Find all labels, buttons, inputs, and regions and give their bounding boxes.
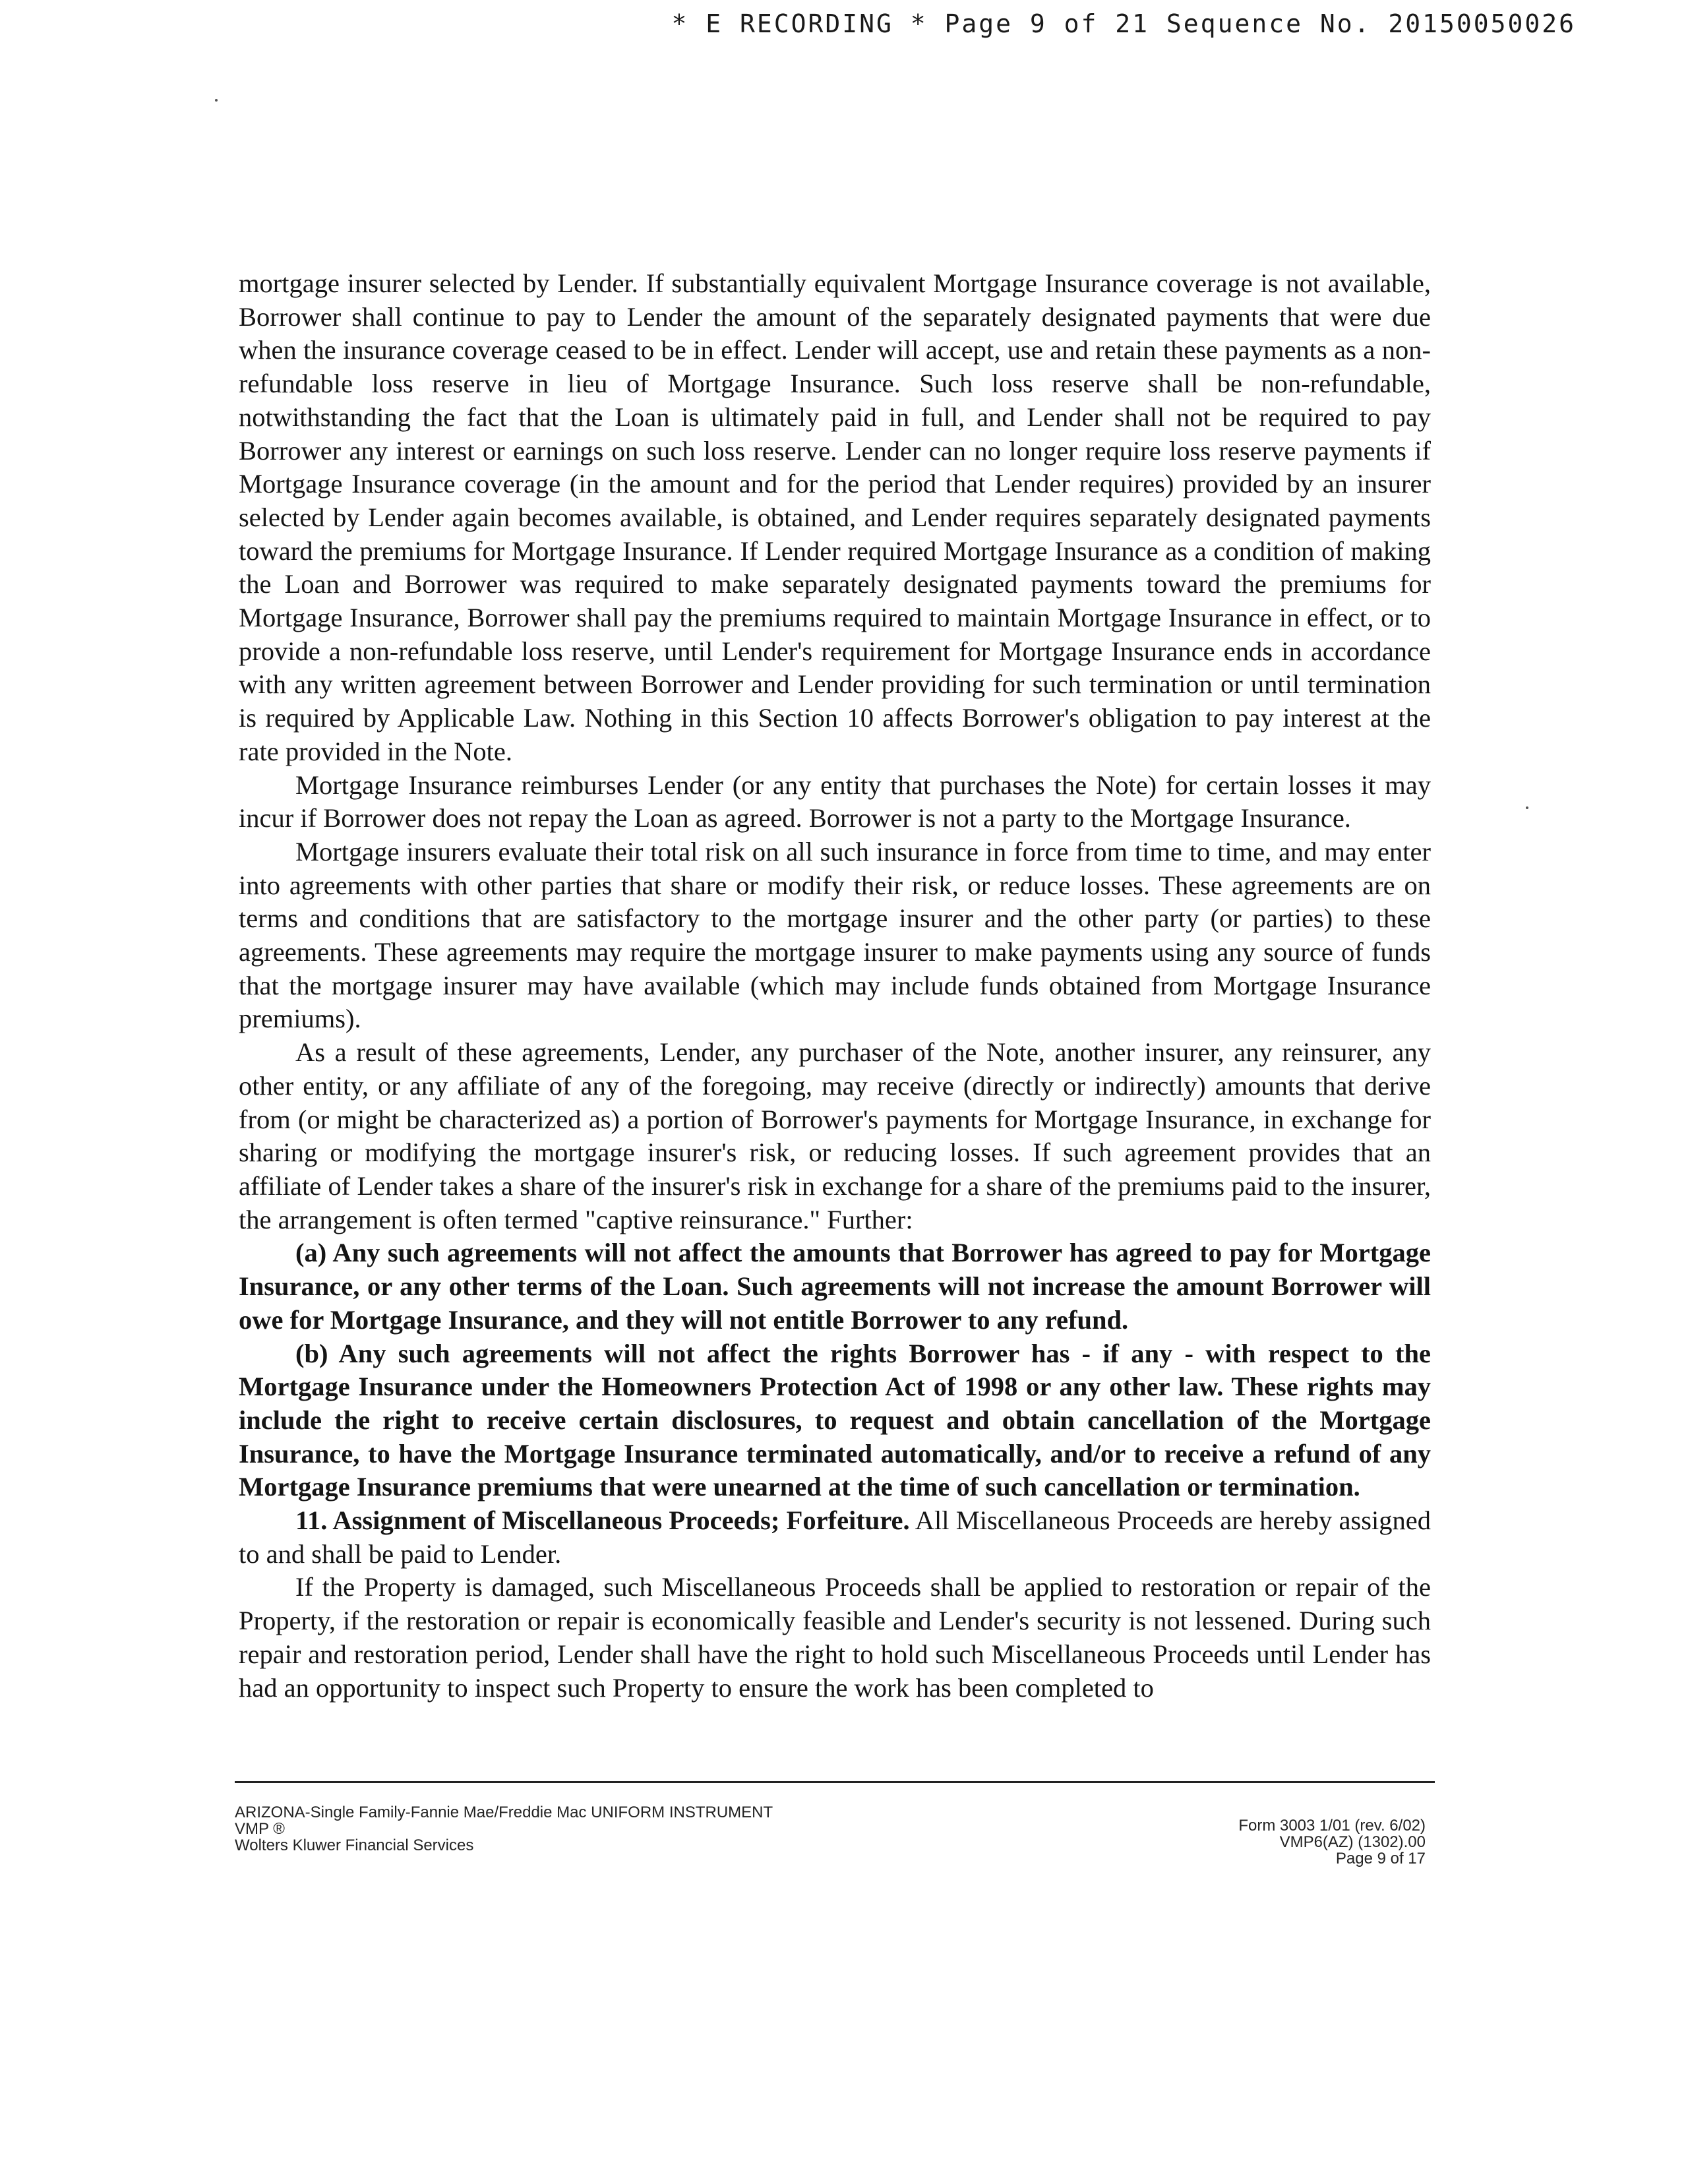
paragraph-property-damaged: If the Property is damaged, such Miscellaneous Proceeds shall be applied to restoration or repair of the Property, if the restoration or repair is economically feasible and Lender's security is not lessened. During such repair and restoration period, Lender shall have the right to hold such Miscellaneous Proceeds until Lender has had an opportunity to inspect such Property to ensure the work has been completed to — [239, 1572, 1431, 1703]
scan-speck — [1526, 806, 1528, 809]
paragraph-section-11 — [239, 1504, 1431, 1571]
recording-header: * E RECORDING * Page 9 of 21 Sequence No. 20150050026 — [671, 9, 1576, 38]
footer-left — [235, 1804, 773, 1854]
footer-form-number: Form 3003 1/01 (rev. 6/02) — [1238, 1817, 1426, 1835]
paragraph-clause-b: (b) Any such agreements will not affect the rights Borrower has - if any - with respect to the Mortgage Insurance under the Homeowners Protection Act of 1998 or any other law. These rights may include the right to receive certain disclosures, to request and obtain cancellation of the Mortgage Insurance, to have the Mortgage Insurance terminated automatically, and/or to receive a refund of any Mortgage Insurance premiums that were unearned at the time of such cancellation or termination. — [239, 1338, 1431, 1502]
footer-page-number: Page 9 of 17 — [1335, 1850, 1426, 1867]
section-11-title: 11. Assignment of Miscellaneous Proceeds; Forfeiture. — [295, 1505, 910, 1536]
footer-publisher: Wolters Kluwer Financial Services — [235, 1836, 474, 1854]
footer-vmp-code: VMP6(AZ) (1302).00 — [1279, 1833, 1426, 1851]
footer-vmp-mark: VMP ® — [235, 1820, 285, 1838]
footer-divider — [235, 1781, 1435, 1783]
paragraph-loss-reserve: mortgage insurer selected by Lender. If substantially equivalent Mortgage Insurance coverage is not available, Borrower shall continue to pay to Lender the amount of the separately designated payments that were due when the insurance coverage ceased to be in effect. Lender will accept, use and retain these payments as a non-refundable loss reserve in lieu of Mortgage Insurance. Such loss reserve shall be non-refundable, notwithstanding the fact that the Loan is ultimately paid in full, and Lender shall not be required to pay Borrower any interest or earnings on such loss reserve. Lender can no longer require loss reserve payments if Mortgage Insurance coverage (in the amount and for the period that Lender requires) provided by an insurer selected by Lender again becomes available, is obtained, and Lender requires separately designated payments toward the premiums for Mortgage Insurance. If Lender required Mortgage Insurance as a condition of making the Loan and Borrower was required to make separately designated payments toward the premiums for Mortgage Insurance, Borrower shall pay the premiums required to maintain Mortgage Insurance in effect, or to provide a non-refundable loss reserve, until Lender's requirement for Mortgage Insurance ends in accordance with any written agreement between Borrower and Lender providing for such termination or until termination is required by Applicable Law. Nothing in this Section 10 affects Borrower's obligation to pay interest at the rate provided in the Note. — [239, 268, 1431, 766]
document-body — [239, 267, 1431, 1705]
paragraph-result-of-agreements: As a result of these agreements, Lender, any purchaser of the Note, another insurer, any reinsurer, any other entity, or any affiliate of any of the foregoing, may receive (directly or indirectly) amounts that derive from (or might be characterized as) a portion of Borrower's payments for Mortgage Insurance, in exchange for sharing or modifying the mortgage insurer's risk, or reducing losses. If such agreement provides that an affiliate of Lender takes a share of the insurer's risk in exchange for a share of the premiums paid to the insurer, the arrangement is often termed "captive reinsurance." Further: — [239, 1037, 1431, 1234]
scan-speck — [215, 99, 218, 102]
section-11-text: All Miscellaneous Proceeds are hereby assigned to and shall be paid to Lender. — [239, 1505, 1431, 1569]
paragraph-clause-a: (a) Any such agreements will not affect the amounts that Borrower has agreed to pay for Mortgage Insurance, or any other terms of the Loan. Such agreements will not increase the amount Borrower will owe for Mortgage Insurance, and they will not entitle Borrower to any refund. — [239, 1238, 1431, 1335]
paragraph-insurers-evaluate: Mortgage insurers evaluate their total risk on all such insurance in force from time to time, and may enter into agreements with other parties that share or modify their risk, or reduce losses. These agreements are on terms and conditions that are satisfactory to the mortgage insurer and the other party (or parties) to these agreements. These agreements may require the mortgage insurer to make payments using any source of funds that the mortgage insurer may have available (which may include funds obtained from Mortgage Insurance premiums). — [239, 836, 1431, 1034]
footer-instrument-title: ARIZONA-Single Family-Fannie Mae/Freddie Mac UNIFORM INSTRUMENT — [235, 1804, 773, 1821]
paragraph-insurance-reimburses: Mortgage Insurance reimburses Lender (or any entity that purchases the Note) for certain losses it may incur if Borrower does not repay the Loan as agreed. Borrower is not a party to the Mortgage Insurance. — [239, 770, 1431, 834]
footer-right — [1238, 1817, 1426, 1867]
